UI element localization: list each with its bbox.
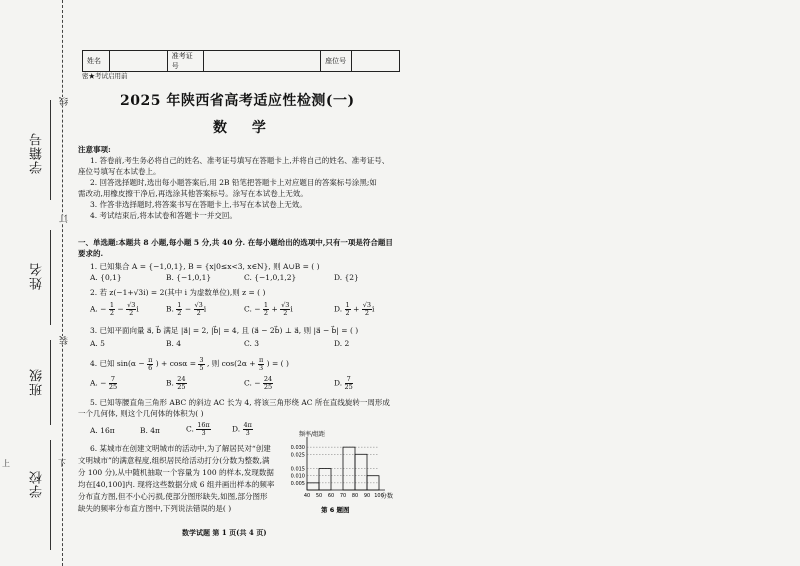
q5-option-b[interactable]: B. 4π <box>140 426 160 435</box>
tick-down: 下 <box>58 459 66 468</box>
q6-line: 缺失的频率分布直方图中,下列说法错误的是( ) <box>78 504 232 513</box>
histogram-bar <box>355 454 367 490</box>
name-field[interactable] <box>109 51 167 72</box>
operator: + <box>271 304 278 314</box>
x-tick-label: 50 <box>315 493 323 499</box>
frac-den: 2 <box>263 309 269 317</box>
frac-num: 16π <box>197 421 210 429</box>
operator: − <box>184 304 192 314</box>
imag-unit: i <box>290 304 293 314</box>
y-tick-label: 0.015 <box>290 466 305 473</box>
q4-option-label: C. − <box>244 378 261 388</box>
fill-line <box>50 440 51 550</box>
q4-option-c[interactable] <box>244 376 273 391</box>
histogram-bar <box>319 469 331 490</box>
q1-stem: 1. 已知集合 A = {−1,0,1}, B = {x|0≤x<3, x∈N}, 则 A∪B = ( ) <box>90 262 320 271</box>
q3-option-d[interactable]: D. 2 <box>334 339 350 348</box>
frac-num: √3 <box>281 301 290 309</box>
notes-line: 3. 作答非选择题时,将答案书写在答题卡上,书写在本试卷上无效。 <box>90 200 307 209</box>
seat-no-cell: 座位号 <box>321 51 352 72</box>
frac-den: 2 <box>345 309 350 317</box>
chart-caption: 第 6 题图 <box>321 506 350 514</box>
q2-option-label: B. <box>166 304 174 314</box>
notes-heading: 注意事项: <box>78 145 111 154</box>
x-tick-label: 90 <box>363 493 371 499</box>
q3-option-c[interactable]: C. 3 <box>244 339 260 348</box>
confidential-mark: 密★考试启用前 <box>82 72 128 80</box>
q5-option-label: D. <box>232 424 241 434</box>
y-tick-label: 0.025 <box>290 452 305 459</box>
page-footer: 数学试题 第 1 页(共 4 页) <box>182 528 267 537</box>
notes-line: 座位号填写在本试卷上。 <box>78 167 161 176</box>
frac-num: π <box>148 355 153 364</box>
q4-option-label: A. − <box>90 378 107 388</box>
q4-option-a[interactable] <box>90 376 117 391</box>
student-id-label: 学籍号 <box>30 132 45 174</box>
q6-line: 分布直方图,但不小心污损,使部分图形缺失,如图,部分图形 <box>78 492 268 501</box>
y-tick-label: 0.005 <box>290 480 305 487</box>
x-tick-label: 60 <box>327 493 335 499</box>
q4-option-label: B. <box>166 378 174 388</box>
q6-line: 分 100 分),从中随机抽取一个容量为 100 的样本,发现数据 <box>78 468 274 477</box>
q2-stem: 2. 若 z(−1+√3i) = 2(其中 i 为虚数单位),则 z = ( ) <box>90 288 266 297</box>
operator: − <box>117 304 124 314</box>
frac-den: 2 <box>109 309 114 317</box>
q5-option-a[interactable]: A. 16π <box>90 426 115 435</box>
y-tick-label: 0.010 <box>290 473 305 480</box>
seal-word-zhuang: 装 <box>60 336 70 345</box>
imag-unit: i <box>372 304 375 314</box>
frequency-histogram <box>283 428 395 516</box>
q2-option-c[interactable] <box>244 302 293 317</box>
frac-num: 24 <box>177 375 186 383</box>
frac-num: 1 <box>263 301 269 309</box>
binding-line <box>62 0 63 566</box>
y-tick-label: 0.030 <box>290 445 305 452</box>
imag-unit: i <box>203 304 207 314</box>
frac-num: 4π <box>243 421 252 429</box>
frac-den: 25 <box>108 383 118 391</box>
frac-num: 1 <box>109 301 114 309</box>
notes-line: 2. 回答选择题时,选出每小题答案后,用 2B 铅笔把答题卡上对应题目的答案标号涂黑;如 <box>90 178 377 187</box>
frac-num: 1 <box>177 301 182 309</box>
seal-word-ding: 订 <box>60 214 70 223</box>
notes-line: 4. 考试结束后,将本试卷和答题卡一并交回。 <box>90 211 237 220</box>
frac-den: 6 <box>148 363 153 372</box>
histogram-bar <box>307 483 319 490</box>
student-name-label: 姓名 <box>30 262 45 290</box>
q4-part: ) + cosα = <box>155 359 197 368</box>
imag-unit: i <box>136 304 139 314</box>
frac-num: √3 <box>127 301 136 309</box>
school-label: 学校 <box>30 470 45 498</box>
frac-num: √3 <box>362 301 372 309</box>
q5-stem-line2: 一个几何体, 则这个几何体的体积为( ) <box>78 409 204 418</box>
q2-option-label: C. − <box>244 304 261 314</box>
notes-line: 需改动,用橡皮擦干净后,再选涂其他答案标号。涂写在本试卷上无效。 <box>78 189 308 198</box>
operator: + <box>353 304 360 314</box>
x-axis-label: 分数 <box>381 493 394 500</box>
q4-option-label: D. <box>334 378 343 388</box>
frac-den: 3 <box>201 429 206 437</box>
seat-no-field[interactable] <box>351 51 399 72</box>
frac-num: 7 <box>345 376 353 384</box>
tick-up: 上 <box>2 459 10 468</box>
binding-margin <box>0 0 70 566</box>
q6-line: 文明城市”的满意程度,组织居民给活动打分(分数为整数,满 <box>78 456 270 465</box>
frac-den: 5 <box>199 363 204 372</box>
q5-option-d[interactable] <box>232 422 253 437</box>
frac-den: 25 <box>344 383 353 391</box>
seal-word-xian: 线 <box>60 97 70 106</box>
q5-stem-line1: 5. 已知等腰直角三角形 ABC 的斜边 AC 长为 4, 将该三角形绕 AC 所在直线旋转一周形成 <box>90 398 390 407</box>
q4-part: ) = ( ) <box>266 359 289 368</box>
frac-num: 24 <box>263 375 273 383</box>
q4-part: , 则 cos(2α + <box>206 359 256 368</box>
frac-den: 2 <box>177 309 182 317</box>
q1-option-d[interactable]: D. {2} <box>334 273 359 282</box>
q2-option-label: A. − <box>90 304 107 314</box>
q3-option-a[interactable]: A. 5 <box>90 339 105 348</box>
info-table <box>82 50 400 72</box>
q3-stem: 3. 已知平面向量 a⃗, b⃗ 满足 |a⃗| = 2, |b⃗| = 4, 且 (a⃗ − 2b⃗) ⊥ a⃗, 则 |a⃗ − b⃗| = ( ) <box>90 326 359 335</box>
frac-den: 2 <box>283 309 288 317</box>
subject-title: 数 学 <box>213 120 276 136</box>
section-heading-cont: 要求的. <box>78 249 104 258</box>
q2-option-d[interactable] <box>334 302 374 317</box>
notes-line: 1. 答卷前,考生务必将自己的姓名、准考证号填写在答题卡上,并将自己的姓名、准考证号、 <box>90 156 390 165</box>
exam-no-cell: 准考证号 <box>167 51 204 72</box>
q1-option-c[interactable]: C. {−1,0,1,2} <box>244 273 297 282</box>
x-tick-label: 70 <box>339 493 347 499</box>
q6-line: 6. 某城市在创建文明城市的活动中,为了解居民对“创建 <box>90 444 271 453</box>
q1-option-b[interactable]: B. {−1,0,1} <box>166 273 212 282</box>
q3-option-b[interactable]: B. 4 <box>166 339 182 348</box>
q4-option-b[interactable] <box>166 376 187 391</box>
frac-den: 3 <box>259 363 264 372</box>
x-tick-label: 40 <box>303 493 311 499</box>
section-heading: 一、单选题:本题共 8 小题,每小题 5 分,共 40 分. 在每小题给出的选项中,只有一项是符合题目 <box>78 238 393 247</box>
q5-option-c[interactable] <box>186 422 211 437</box>
x-tick-label: 80 <box>351 493 359 499</box>
class-label: 班级 <box>30 368 45 396</box>
name-cell: 姓名 <box>83 51 110 72</box>
q2-option-label: D. <box>334 304 343 314</box>
q4-option-d[interactable] <box>334 376 353 391</box>
frac-den: 2 <box>129 309 134 317</box>
frac-den: 3 <box>245 429 250 437</box>
frac-num: 7 <box>109 376 117 384</box>
q2-option-b[interactable] <box>166 302 206 317</box>
frac-num: π <box>258 355 264 364</box>
frac-num: √3 <box>194 301 203 309</box>
exam-title: 2025 年陕西省高考适应性检测(一) <box>120 93 355 109</box>
frac-den: 2 <box>364 309 369 317</box>
q2-option-a[interactable] <box>90 302 139 317</box>
frac-num: 1 <box>345 301 350 309</box>
fill-line <box>50 100 51 200</box>
q1-option-a[interactable]: A. {0,1} <box>90 273 122 282</box>
q5-option-label: C. <box>186 424 194 434</box>
frac-den: 2 <box>196 309 201 317</box>
y-axis-label: 频率/组距 <box>299 431 326 438</box>
frac-den: 25 <box>263 383 273 391</box>
q6-line: 均在[40,100]内. 现将这些数据分成 6 组并画出样本的频率 <box>78 480 275 489</box>
frac-num: 3 <box>199 355 204 364</box>
frac-den: 25 <box>177 383 186 391</box>
q4-stem <box>90 355 289 373</box>
exam-no-field[interactable] <box>204 51 321 72</box>
fill-line <box>50 230 51 325</box>
q4-part: 4. 已知 sin(α − <box>90 359 145 368</box>
fill-line <box>50 340 51 425</box>
x-tick-label: 100 <box>374 493 384 499</box>
